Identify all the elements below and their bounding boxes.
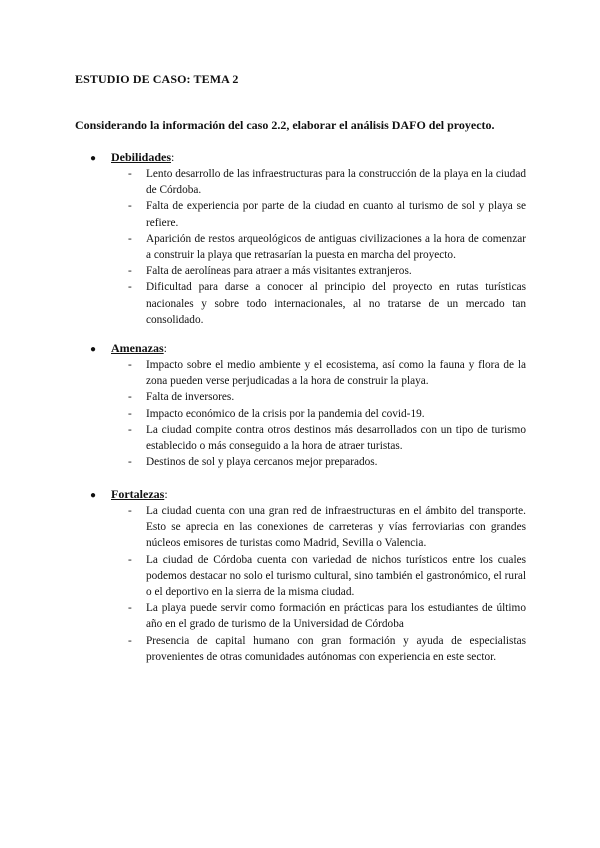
list-item — [128, 552, 526, 601]
dash-icon: - — [128, 634, 132, 647]
section-list — [128, 166, 526, 328]
dash-icon: - — [128, 265, 132, 278]
section-name: Amenazas — [111, 341, 164, 355]
list-item — [128, 166, 526, 198]
list-item — [128, 198, 526, 230]
section-list — [128, 503, 526, 665]
section-suffix: : — [171, 150, 175, 164]
bullet-icon: ● — [90, 153, 97, 164]
dash-icon: - — [128, 281, 132, 294]
list-item-text: Impacto sobre el medio ambiente y el ecosistema, así como la fauna y flora de la zona pueden verse perjudicadas a la hora de construir la playa. — [146, 359, 526, 388]
list-item-text: Falta de aerolíneas para atraer a más visitantes extranjeros. — [146, 265, 412, 278]
list-item — [128, 263, 526, 279]
list-item-text: La playa puede servir como formación en prácticas para los estudiantes de último año en el grado de turismo de la Universidad de Córdoba — [146, 602, 526, 631]
dash-icon: - — [128, 359, 132, 371]
section-heading — [90, 150, 174, 165]
dash-icon: - — [128, 407, 132, 420]
dash-icon: - — [128, 602, 132, 615]
section-suffix: : — [164, 487, 168, 501]
list-item — [128, 600, 526, 632]
bullet-icon: ● — [90, 344, 97, 355]
list-item-text: Dificultad para darse a conocer al principio del proyecto en rutas turísticas nacionales y sobre todo internacionales, al no tratarse de un mercado tan consolidado. — [146, 281, 526, 326]
section-name: Debilidades — [111, 150, 172, 164]
list-item-text: Aparición de restos arqueológicos de antiguas civilizaciones a la hora de comenzar a construir la playa que retrasarían la puesta en marcha del proyecto. — [146, 232, 526, 262]
list-item-text: Impacto económico de la crisis por la pandemia del covid-19. — [146, 407, 425, 420]
list-item — [128, 389, 526, 405]
list-item — [128, 231, 526, 263]
list-item-text: Lento desarrollo de las infraestructuras para la construcción de la playa en la ciudad de Córdoba. — [146, 168, 526, 197]
dash-icon: - — [128, 553, 132, 566]
section-heading — [90, 341, 167, 356]
list-item — [128, 503, 526, 552]
bullet-icon: ● — [90, 490, 97, 501]
dash-icon: - — [128, 456, 132, 469]
section-list — [128, 357, 526, 470]
dash-icon: - — [128, 423, 132, 436]
section-heading — [90, 487, 168, 502]
section-suffix: : — [163, 341, 168, 355]
list-item-text: La ciudad compite contra otros destinos más desarrollados con un tipo de turismo establecido o más conseguido a la hora de atraer turistas. — [146, 423, 526, 453]
list-item — [128, 406, 526, 422]
dash-icon: - — [128, 200, 132, 213]
document-title: ESTUDIO DE CASO: TEMA 2 — [75, 72, 239, 86]
document-subtitle: Considerando la información del caso 2.2, elaborar el análisis DAFO del proyecto. — [75, 118, 495, 132]
dash-icon: - — [128, 391, 132, 404]
list-item — [128, 279, 526, 328]
list-item-text: Destinos de sol y playa cercanos mejor preparados. — [146, 456, 378, 469]
list-item — [128, 633, 526, 665]
list-item-text: La ciudad de Córdoba cuenta con variedad de nichos turísticos entre los cuales podemos destacar no solo el turismo cultural, sino también el gastronómico, el rural o el deportivo en la sierra de la misma ciudad. — [146, 553, 526, 599]
list-item-text: Falta de inversores. — [146, 391, 235, 404]
list-item — [128, 422, 526, 454]
dash-icon: - — [128, 232, 132, 245]
dash-icon: - — [128, 505, 132, 517]
list-item-text: La ciudad cuenta con una gran red de infraestructuras en el ámbito del transporte. Esto se aprecia en las conexiones de carreteras y vías ferroviarias con grandes núcleos emisores de turistas como Madrid, Sevilla o Valencia. — [146, 505, 526, 550]
list-item — [128, 357, 526, 389]
list-item — [128, 454, 526, 470]
dash-icon: - — [128, 168, 132, 180]
list-item-text: Presencia de capital humano con gran formación y ayuda de especialistas provenientes de otras comunidades autónomas con experiencia en este sector. — [146, 634, 526, 663]
section-name: Fortalezas — [111, 487, 165, 501]
list-item-text: Falta de experiencia por parte de la ciudad en cuanto al turismo de sol y playa se refiere. — [146, 200, 526, 229]
